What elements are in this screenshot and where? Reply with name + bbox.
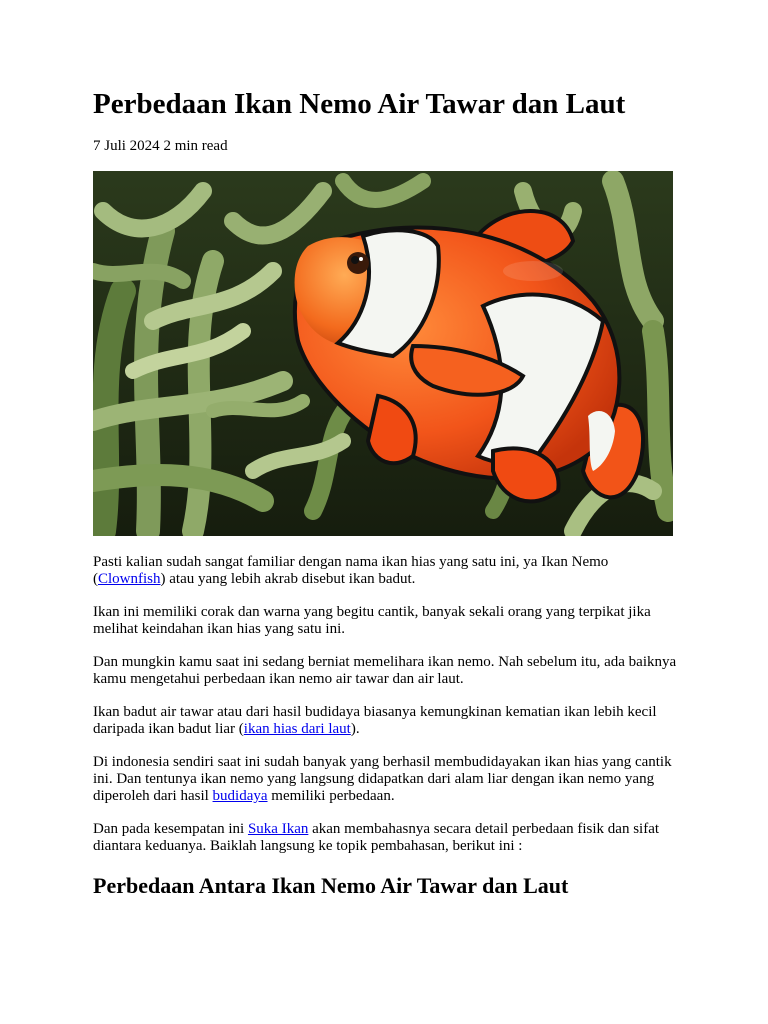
read-time: 2 min read bbox=[163, 138, 228, 154]
paragraph: Ikan ini memiliki corak dan warna yang begitu cantik, banyak sekali orang yang terpikat jika melihat keindahan ikan hias yang satu ini. bbox=[93, 604, 651, 637]
paragraph: Di indonesia sendiri saat ini sudah banyak yang berhasil membudidayakan ikan hias yang cantik ini. Dan tentunya ikan nemo yang langsung didapatkan dari alam liar dengan ikan nemo yang diperoleh dari hasil budidaya memiliki perbedaan. bbox=[93, 754, 672, 804]
link-clownfish[interactable]: Clownfish bbox=[98, 571, 161, 587]
publish-date: 7 Juli 2024 bbox=[93, 138, 160, 154]
article-meta bbox=[93, 137, 228, 155]
clownfish-illustration bbox=[93, 171, 673, 536]
article-body bbox=[93, 554, 678, 871]
hero-image bbox=[93, 171, 673, 536]
paragraph: Dan pada kesempatan ini Suka Ikan akan membahasnya secara detail perbedaan fisik dan sifat diantara keduanya. Baiklah langsung ke topik pembahasan, berikut ini : bbox=[93, 821, 660, 854]
paragraph: Ikan badut air tawar atau dari hasil budidaya biasanya kemungkinan kematian ikan lebih kecil daripada ikan badut liar (ikan hias dari laut). bbox=[93, 704, 657, 737]
link-suka-ikan[interactable]: Suka Ikan bbox=[247, 821, 309, 837]
paragraph: Dan mungkin kamu saat ini sedang berniat memelihara ikan nemo. Nah sebelum itu, ada baiknya kamu mengetahui perbedaan ikan nemo air tawar dan air laut. bbox=[93, 654, 677, 687]
section-heading: Perbedaan Antara Ikan Nemo Air Tawar dan Laut bbox=[93, 873, 569, 898]
paragraph: Pasti kalian sudah sangat familiar dengan nama ikan hias yang satu ini, ya Ikan Nemo (Clownfish) atau yang lebih akrab disebut ikan badut. bbox=[93, 554, 609, 587]
link-ikan-hias-dari-laut[interactable]: ikan hias dari laut bbox=[243, 721, 351, 737]
page-title: Perbedaan Ikan Nemo Air Tawar dan Laut bbox=[93, 88, 626, 120]
link-budidaya[interactable]: budidaya bbox=[212, 788, 268, 804]
